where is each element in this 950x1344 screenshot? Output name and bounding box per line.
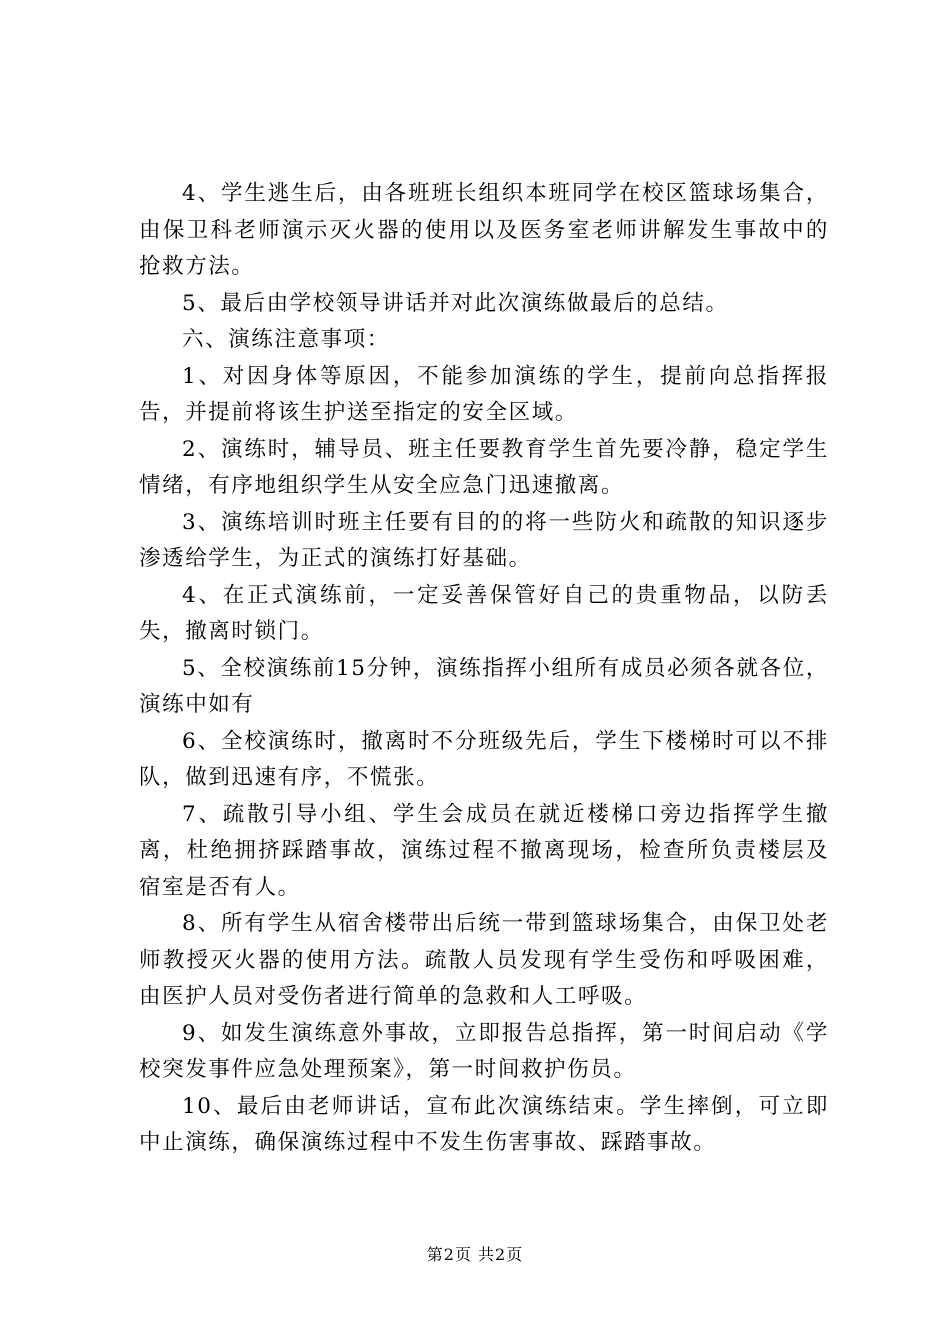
section-heading-precautions: 六、演练注意事项： [182, 327, 390, 352]
paragraph-item-5-summary: 5、最后由学校领导讲话并对此次演练做最后的总结。 [182, 290, 729, 316]
page-footer [0, 1244, 950, 1266]
precaution-item-10: 10、最后由老师讲话，宣布此次演练结束。学生摔倒，可立即中止演练，确保演练过程中不发生伤害事故、踩踏事故。 [139, 1093, 829, 1155]
precaution-item-1: 1、对因身体等原因，不能参加演练的学生，提前向总指挥报告，并提前将该生护送至指定的安全区域。 [139, 363, 829, 425]
precaution-item-5: 5、全校演练前15分钟，演练指挥小组所有成员必须各就各位，演练中如有 [139, 655, 829, 717]
precaution-item-9: 9、如发生演练意外事故，立即报告总指挥，第一时间启动《学校突发事件应急处理预案》，第一时间救护伤员。 [139, 1020, 829, 1082]
precaution-item-2: 2、演练时，辅导员、班主任要教育学生首先要冷静，稳定学生情绪，有序地组织学生从安全应急门迅速撤离。 [139, 436, 829, 498]
precaution-item-4: 4、在正式演练前，一定妥善保管好自己的贵重物品，以防丢失，撤离时锁门。 [139, 582, 829, 644]
document-body [139, 176, 829, 1162]
precaution-item-6: 6、全校演练时，撤离时不分班级先后，学生下楼梯时可以不排队，做到迅速有序，不慌张。 [139, 728, 829, 790]
page-number: 第2页 共2页 [426, 1245, 524, 1264]
precaution-item-8: 8、所有学生从宿舍楼带出后统一带到篮球场集合，由保卫处老师教授灭火器的使用方法。疏散人员发现有学生受伤和呼吸困难，由医护人员对受伤者进行简单的急救和人工呼吸。 [139, 911, 829, 1009]
precaution-item-7: 7、疏散引导小组、学生会成员在就近楼梯口旁边指挥学生撤离，杜绝拥挤踩踏事故，演练过程不撤离现场，检查所负责楼层及宿室是否有人。 [139, 801, 829, 900]
precaution-item-3: 3、演练培训时班主任要有目的的将一些防火和疏散的知识逐步渗透给学生，为正式的演练打好基础。 [139, 509, 829, 571]
paragraph-item-4-assembly: 4、学生逃生后，由各班班长组织本班同学在校区篮球场集合，由保卫科老师演示灭火器的使用以及医务室老师讲解发生事故中的抢救方法。 [139, 181, 829, 279]
